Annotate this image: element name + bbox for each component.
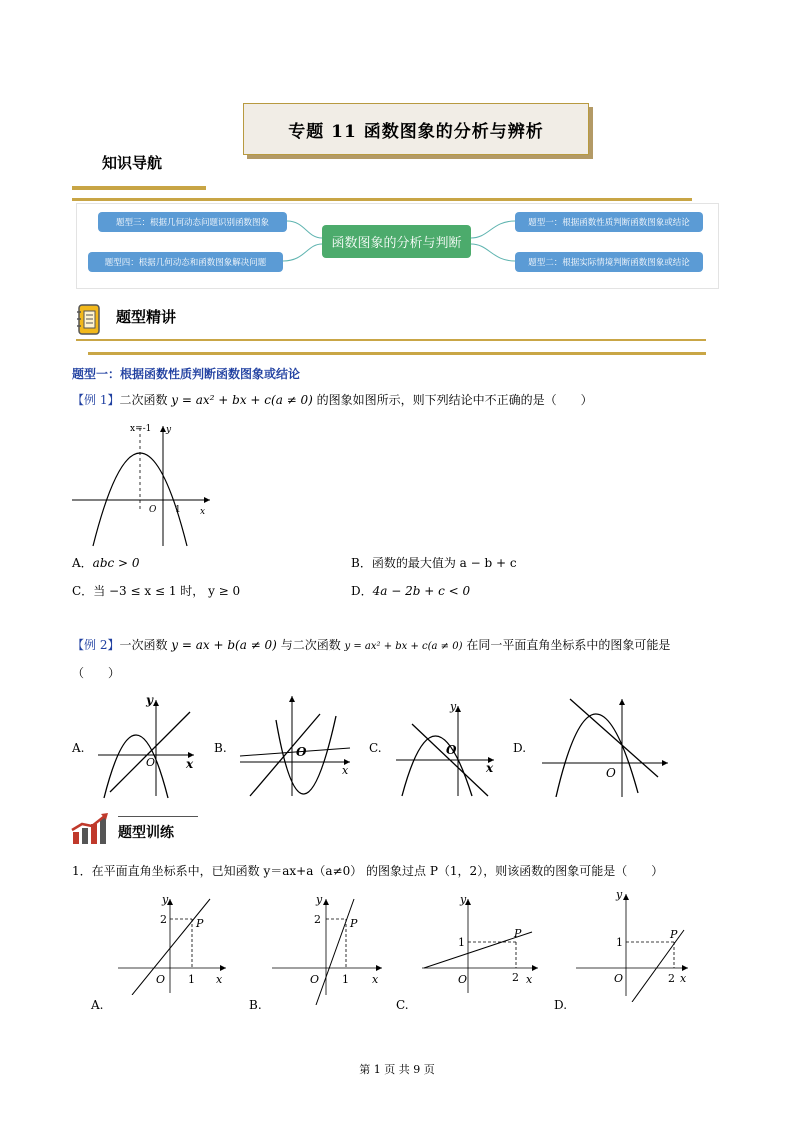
ex-a-p: P — [196, 917, 204, 930]
example1-text-a: 二次函数 — [119, 393, 172, 407]
example1-origin-label: O — [149, 505, 157, 515]
page-footer: 第 1 页 共 9 页 — [359, 1063, 435, 1076]
notebook-icon — [76, 303, 102, 337]
example2-text-b: 与二次函数 — [276, 638, 345, 652]
ex-a-o: O — [156, 973, 166, 986]
graph-a-x-label: x — [186, 757, 194, 771]
exercise1-option-a: A. — [91, 998, 104, 1012]
option-a-text: abc > 0 — [92, 556, 140, 570]
nav-underline-short — [72, 186, 206, 190]
example1-text-b: 的图象如图所示，则下列结论中不正确的是（ ） — [312, 393, 593, 407]
option-d-label: D． — [351, 584, 373, 598]
graph-b-x-label: x — [342, 764, 349, 777]
ex-c-y: y — [460, 895, 467, 906]
ex-d-x: x — [680, 972, 687, 985]
graph-c-y-label: y — [450, 700, 457, 713]
option-c-label: C． — [72, 584, 94, 598]
ex-a-xtick: 1 — [188, 973, 195, 986]
example1-option-c — [72, 582, 240, 599]
ex-c-xtick: 2 — [512, 971, 519, 984]
lecture-underline-1 — [76, 339, 706, 341]
example2-text-a: 一次函数 — [119, 638, 172, 652]
option-c-text: 当 −3 ≤ x ≤ 1 时， y ≥ 0 — [93, 584, 241, 598]
example1-question — [72, 391, 593, 409]
section-training-title: 题型训练 — [118, 825, 174, 841]
ex-b-xtick: 1 — [342, 973, 349, 986]
exercise1-graph-a — [116, 895, 234, 995]
example1-graph — [68, 418, 218, 550]
mindmap-node-type3: 题型三：根据几何动态问题识别函数图象 — [98, 212, 287, 232]
example2-option-b: B. — [214, 741, 227, 755]
example1-option-b — [351, 554, 517, 571]
mindmap-node-type2: 题型二：根据实际情境判断函数图象或结论 — [515, 252, 703, 272]
example1-x-label: x — [200, 507, 206, 517]
exercise1-option-d: D. — [554, 998, 568, 1012]
ex-c-p: P — [514, 927, 522, 940]
example2-graph-d — [538, 693, 672, 797]
bar-chart-icon — [70, 812, 110, 846]
ex-b-x: x — [372, 973, 379, 986]
type1-heading: 题型一：根据函数性质判断函数图象或结论 — [72, 367, 301, 381]
mindmap-node-type4: 题型四：根据几何动态和函数图象解决问题 — [88, 252, 283, 272]
example2-formula2: y = ax² + bx + c(a ≠ 0) — [344, 641, 463, 652]
exercise1-graph-d — [574, 890, 692, 1002]
section-nav-title: 知识导航 — [102, 154, 163, 172]
exercise1-text-a: 1．在平面直角坐标系中，已知函数 — [72, 864, 264, 878]
graph-a-y-label: y — [146, 693, 153, 707]
exercise1-text-b: 的图象过点 P（1，2），则该函数的图象可能是（ ） — [362, 864, 664, 878]
example2-question — [72, 636, 670, 656]
example1-y-label: y — [166, 425, 172, 435]
section-lecture-title: 题型精讲 — [116, 308, 177, 326]
training-overline — [118, 816, 198, 817]
example2-tag: 【例 2】 — [72, 638, 120, 652]
ex-c-o: O — [458, 973, 468, 986]
graph-c-origin: O — [446, 743, 457, 757]
option-b-label: B． — [351, 556, 372, 570]
mindmap-center-node: 函数图象的分析与判断 — [322, 225, 471, 258]
ex-d-xtick: 2 — [668, 972, 675, 985]
option-d-text: 4a − 2b + c < 0 — [372, 584, 471, 598]
graph-d-origin: O — [606, 766, 616, 780]
example2-graph-b — [236, 690, 356, 800]
ex-a-ytick: 2 — [160, 913, 167, 926]
lecture-underline-2 — [88, 352, 706, 355]
exercise1-graph-b — [270, 895, 388, 1005]
ex-b-ytick: 2 — [314, 913, 321, 926]
ex-b-y: y — [316, 895, 323, 906]
ex-d-o: O — [614, 972, 624, 985]
ex-b-o: O — [310, 973, 320, 986]
example1-formula: y = ax² + bx + c(a ≠ 0) — [171, 393, 313, 407]
option-a-label: A． — [72, 556, 93, 570]
example2-option-d: D. — [513, 741, 527, 755]
example1-option-d — [351, 582, 470, 599]
ex-a-x: x — [216, 973, 223, 986]
example2-paren: （ ） — [72, 666, 121, 680]
example2-option-a: A. — [72, 741, 85, 755]
ex-d-ytick: 1 — [616, 936, 623, 949]
graph-a-origin: O — [146, 756, 156, 769]
ex-c-x: x — [526, 973, 533, 986]
ex-d-p: P — [670, 928, 678, 941]
example2-option-c: C. — [369, 741, 382, 755]
exercise1-option-c: C. — [396, 998, 409, 1012]
ex-a-y: y — [162, 895, 169, 906]
example2-text-c: 在同一平面直角坐标系中的图象可能是 — [462, 638, 671, 652]
example2-formula1: y = ax + b(a ≠ 0) — [171, 638, 277, 652]
example1-vline-label: x=-1 — [130, 424, 152, 434]
exercise1-option-b: B. — [249, 998, 262, 1012]
exercise1-graph-c — [420, 895, 544, 995]
page-title: 专题 11 函数图象的分析与辨析 — [243, 103, 589, 155]
mindmap-node-type1: 题型一：根据函数性质判断函数图象或结论 — [515, 212, 703, 232]
ex-c-ytick: 1 — [458, 936, 465, 949]
nav-underline-long — [72, 198, 692, 201]
ex-d-y: y — [616, 890, 623, 901]
example1-one-label: 1 — [175, 505, 181, 515]
exercise1-question — [72, 862, 663, 880]
graph-c-x-label: x — [486, 761, 494, 775]
example2-graph-c — [392, 696, 502, 800]
graph-b-origin: O — [296, 745, 307, 759]
ex-b-p: P — [350, 917, 358, 930]
example1-option-a — [72, 554, 140, 571]
option-b-text: 函数的最大值为 a − b + c — [371, 556, 517, 570]
example1-tag: 【例 1】 — [72, 393, 120, 407]
example2-graph-a — [92, 690, 202, 800]
mindmap-panel — [76, 203, 719, 289]
exercise1-formula: y＝ax+a（a≠0） — [263, 864, 363, 878]
